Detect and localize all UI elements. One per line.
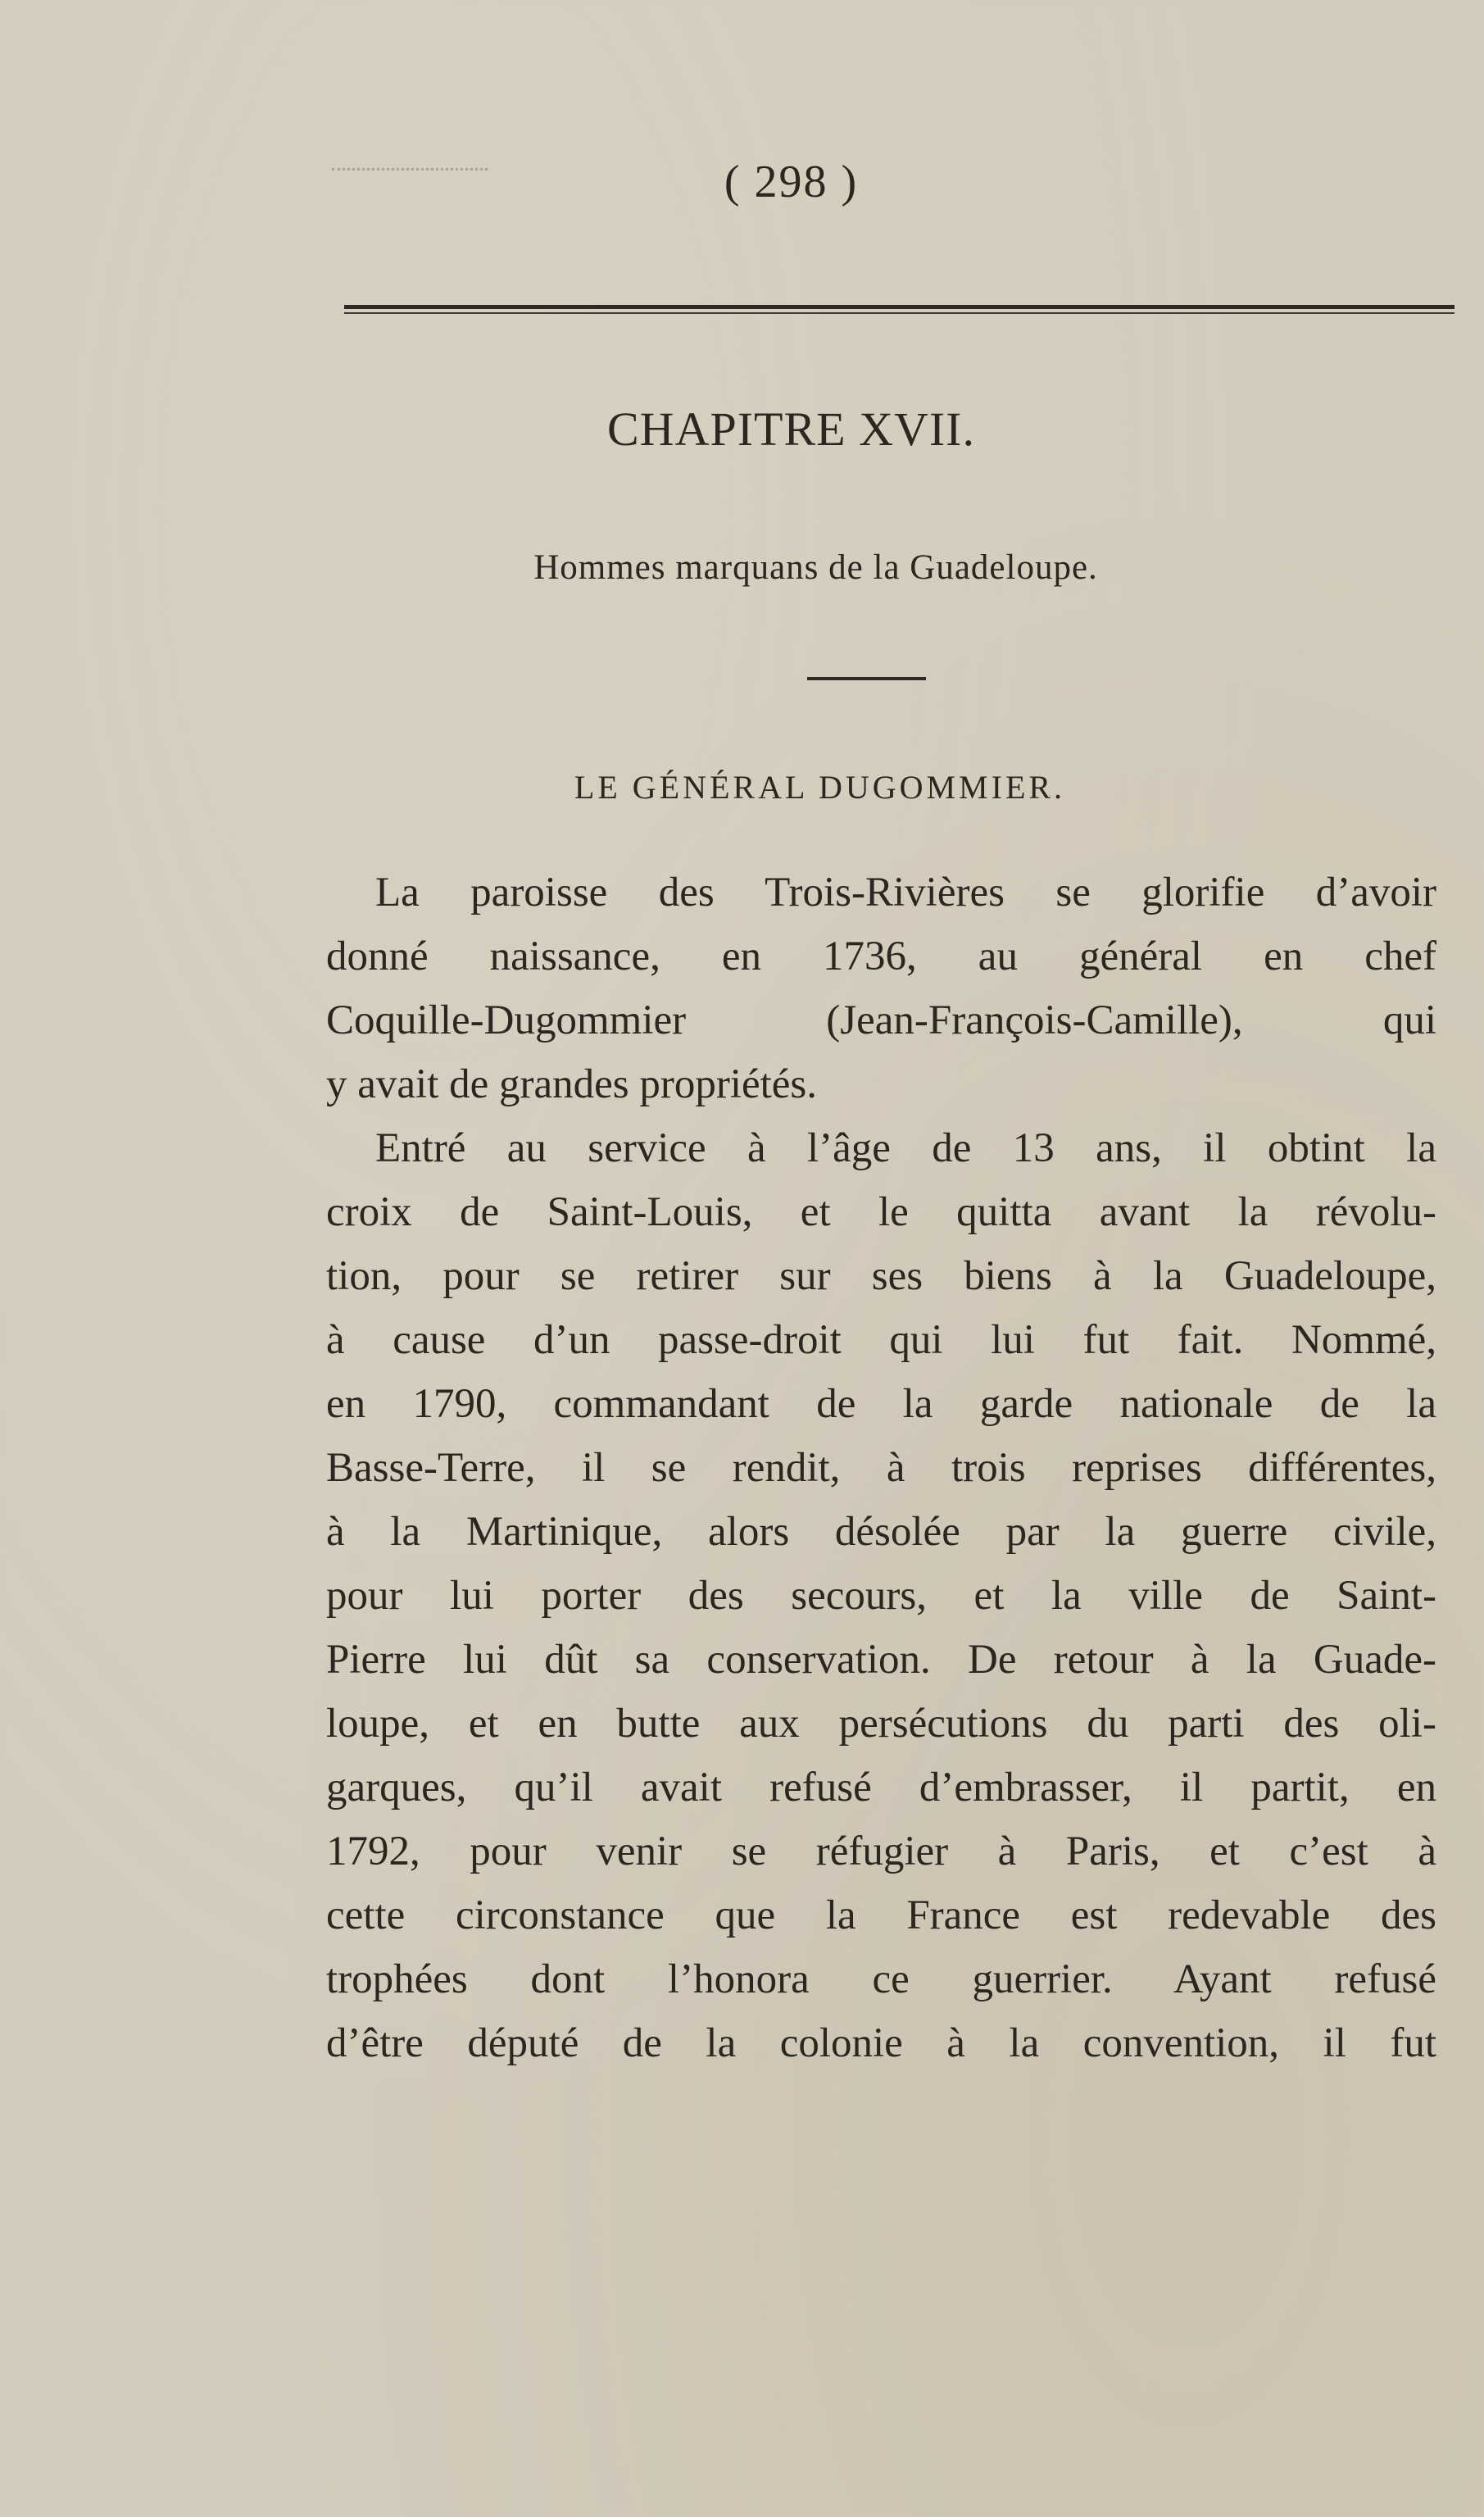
text-line: d’être député de la colonie à la convention, il fut <box>326 2020 1436 2066</box>
text-line: loupe, et en butte aux persécutions du parti des oli- <box>326 1701 1436 1747</box>
text-line: garques, qu’il avait refusé d’embrasser, il partit, en <box>326 1765 1436 1811</box>
body-text <box>326 861 1436 2075</box>
text-line: y avait de grandes propriétés. <box>326 1061 818 1107</box>
page-number: ( 298 ) <box>724 157 859 207</box>
text-line: Basse-Terre, il se rendit, à trois reprises différentes, <box>326 1445 1436 1491</box>
section-divider <box>807 677 926 680</box>
text-line: à la Martinique, alors désolée par la guerre civile, <box>326 1509 1436 1555</box>
section-title: LE GÉNÉRAL DUGOMMIER. <box>574 769 1066 806</box>
text-line: Coquille-Dugommier (Jean-François-Camille), qui <box>326 997 1436 1043</box>
text-line: pour lui porter des secours, et la ville de Saint- <box>326 1573 1436 1619</box>
rule-thick-line <box>344 305 1455 309</box>
chapter-subtitle: Hommes marquans de la Guadeloupe. <box>533 548 1098 587</box>
text-line: 1792, pour venir se réfugier à Paris, et c’est à <box>326 1829 1436 1874</box>
text-line: cette circonstance que la France est redevable des <box>326 1892 1436 1938</box>
text-line: donné naissance, en 1736, au général en chef <box>326 934 1436 979</box>
text-line: trophées dont l’honora ce guerrier. Ayant refusé <box>326 1956 1436 2002</box>
text-line: Pierre lui dût sa conservation. De retour à la Guade- <box>326 1637 1436 1683</box>
header-double-rule <box>344 305 1455 316</box>
rule-thin-line <box>344 312 1455 314</box>
chapter-title: CHAPITRE XVII. <box>607 402 975 456</box>
text-line: La paroisse des Trois-Rivières se glorifie d’avoir <box>375 870 1436 915</box>
text-line: en 1790, commandant de la garde nationale de la <box>326 1381 1436 1427</box>
text-line: à cause d’un passe-droit qui lui fut fait. Nommé, <box>326 1317 1436 1363</box>
text-line: croix de Saint-Louis, et le quitta avant la révolu- <box>326 1189 1436 1235</box>
text-line: tion, pour se retirer sur ses biens à la Guadeloupe, <box>326 1253 1436 1299</box>
text-line: Entré au service à l’âge de 13 ans, il obtint la <box>375 1125 1436 1171</box>
